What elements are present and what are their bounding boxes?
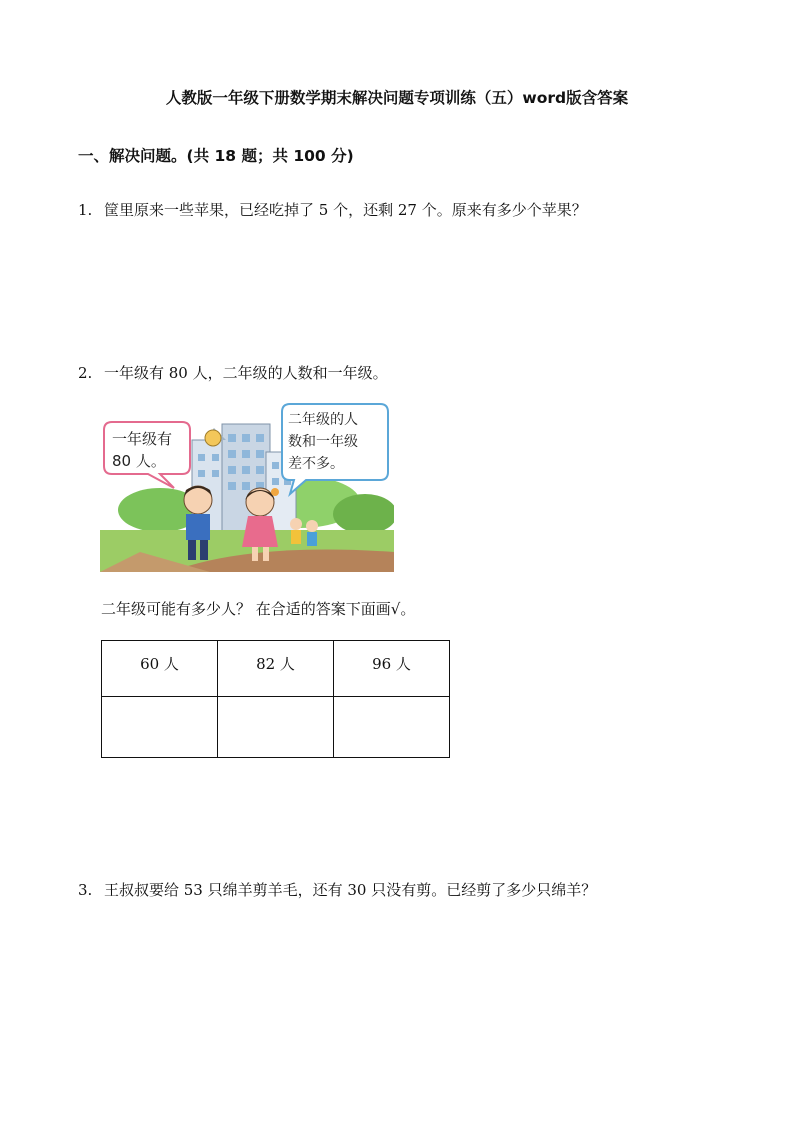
question-text: 筐里原来一些苹果，已经吃掉了 5 个，还剩 27 个。原来有多少个苹果？ xyxy=(104,201,587,219)
bubble-right-line-2: 数和一年级 xyxy=(288,434,358,450)
option-cell-96: 96 人 xyxy=(334,641,450,697)
bubble-left-line-1: 一年级有 xyxy=(112,430,173,448)
question-2 xyxy=(78,362,388,383)
question-number: 3. xyxy=(78,881,93,899)
answer-prompt: 二年级可能有多少人？ 在合适的答案下面画√。 xyxy=(101,600,416,618)
option-cell-60: 60 人 xyxy=(102,641,218,697)
school-illustration xyxy=(100,402,394,572)
question-number: 2. xyxy=(78,364,93,382)
question-number: 1. xyxy=(78,201,93,219)
answer-table xyxy=(101,640,450,758)
question-1 xyxy=(78,199,587,220)
answer-cell-96[interactable] xyxy=(334,697,450,758)
option-cell-82: 82 人 xyxy=(218,641,334,697)
question-3 xyxy=(78,879,596,900)
question-text: 一年级有 80 人，二年级的人数和一年级。 xyxy=(104,364,388,382)
bubble-right-line-1: 二年级的人 xyxy=(288,412,358,428)
answer-cell-60[interactable] xyxy=(102,697,218,758)
section-heading: 一、解决问题。(共 18 题；共 100 分) xyxy=(78,147,354,165)
question-text: 王叔叔要给 53 只绵羊剪羊毛，还有 30 只没有剪。已经剪了多少只绵羊？ xyxy=(104,881,597,899)
bubble-left-line-2: 80 人。 xyxy=(112,452,166,470)
bubble-right-line-3: 差不多。 xyxy=(288,456,344,472)
answer-cell-82[interactable] xyxy=(218,697,334,758)
document-title: 人教版一年级下册数学期末解决问题专项训练（五）word版含答案 xyxy=(165,89,629,107)
